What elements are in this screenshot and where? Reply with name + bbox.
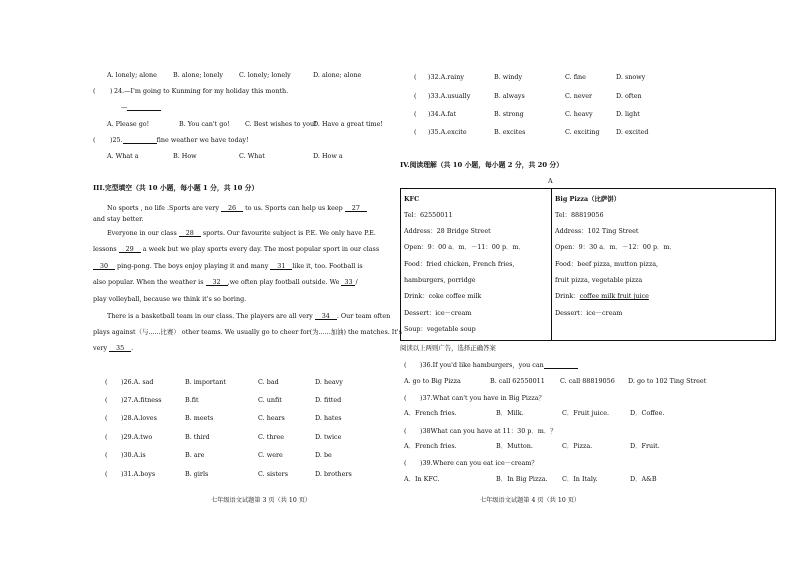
q23-option-c[interactable]: C. lonely; lonely <box>239 71 291 79</box>
q24-option-a[interactable]: A. Please go! <box>107 120 150 128</box>
pizza-name: Big Pizza（比萨饼） <box>555 195 621 203</box>
choice-d[interactable]: D. hates <box>315 414 342 422</box>
blank-29[interactable]: 29 <box>119 246 141 253</box>
pizza-drink-label: Drink： <box>555 292 580 300</box>
q24-blank[interactable] <box>127 104 161 111</box>
choice-c[interactable]: C. hears <box>258 414 285 422</box>
choice-a[interactable]: )30.A.is <box>121 451 146 459</box>
choice-b[interactable]: B. windy <box>494 73 523 81</box>
choice-b[interactable]: B. important <box>185 378 226 386</box>
passage-text: sports. Our favourite subject is P.E. We only have P.E. <box>202 229 376 237</box>
q24-reply-dash: — <box>121 103 128 111</box>
section3-title: III.完型填空（共 10 小题，每小题 1 分，共 10 分） <box>93 184 259 192</box>
q25-blank[interactable] <box>123 137 157 144</box>
choice-paren: ( <box>414 92 417 100</box>
pizza-food-2: fruit pizza, vegetable pizza <box>555 276 643 284</box>
choice-paren: ( <box>105 470 108 478</box>
choice-d[interactable]: D. fitted <box>315 396 342 404</box>
kfc-drink: Drink：coke coffee milk <box>404 292 482 300</box>
passage-text: / <box>355 278 358 286</box>
q23-option-a[interactable]: A. lonely; alone <box>107 71 157 79</box>
choice-d[interactable]: D. heavy <box>315 378 343 386</box>
choice-d[interactable]: D. brothers <box>315 470 352 478</box>
choice-paren: ( <box>105 451 108 459</box>
passage-text: There is a basketball team in our class. The players are all very <box>107 312 313 320</box>
choice-d[interactable]: D. twice <box>315 433 342 441</box>
q36-text: )36.If you'd like hamburgers，you can <box>420 361 544 369</box>
passage-line-2: and stay better. <box>93 215 144 223</box>
choice-paren: ( <box>414 73 417 81</box>
choice-d[interactable]: D. often <box>616 92 642 100</box>
choice-paren: ( <box>414 110 417 118</box>
passage-text: lessons <box>93 245 117 253</box>
q39-option-d[interactable]: D．A&B <box>630 475 657 483</box>
q36-option-d[interactable]: D. go to 102 Ting Street <box>628 377 707 385</box>
choice-d[interactable]: D. snowy <box>616 73 646 81</box>
q25-option-a[interactable]: A. What a <box>107 152 139 160</box>
pizza-address: Address：102 Ting Street <box>555 227 639 235</box>
choice-a[interactable]: )33.A.usually <box>428 92 471 100</box>
pizza-drink-items: coffee milk fruit juice <box>579 292 649 300</box>
passage-line-4 <box>93 246 379 253</box>
choice-d[interactable]: D. light <box>616 110 640 118</box>
q38-option-b[interactable]: B．Mutton. <box>496 442 533 450</box>
choice-paren: ( <box>105 378 108 386</box>
choice-paren: ( <box>105 396 108 404</box>
q39-stem: )39.Where can you eat ice－cream？ <box>420 459 538 467</box>
q39-paren: ( <box>404 459 407 467</box>
q24-paren-close: ) <box>110 87 113 95</box>
q37-stem: )37.What can't you have in Big Pizza？ <box>420 394 545 402</box>
blank-34[interactable]: 34 <box>315 313 337 320</box>
passage-line-3 <box>107 230 376 237</box>
choice-paren: ( <box>414 128 417 136</box>
kfc-name: KFC <box>404 195 420 203</box>
q39-option-c[interactable]: C．In Italy. <box>562 475 598 483</box>
blank-33[interactable]: 33 <box>341 279 355 286</box>
passage-text: . Our team often <box>336 312 391 320</box>
q25-stem <box>110 137 249 144</box>
q36-paren: ( <box>404 361 407 369</box>
kfc-open: Open：9：00 a．m．－11：00 p．m． <box>404 243 525 251</box>
choice-a[interactable]: )31.A.boys <box>121 470 156 478</box>
passage-line-1 <box>107 205 367 212</box>
passage-text: ,we often play football outside. We <box>227 278 340 286</box>
kfc-dessert: Dessert：ice－cream <box>404 309 472 317</box>
q25-rest: fine weather we have today! <box>156 136 249 144</box>
q37-option-c[interactable]: C．Fruit juice. <box>562 409 610 417</box>
q36-option-b[interactable]: B. call 62550011 <box>490 377 545 385</box>
passage-line-5 <box>93 263 363 270</box>
passage-text: . <box>131 344 134 352</box>
q39-option-a[interactable]: A．In KFC. <box>404 475 440 483</box>
q24-option-d[interactable]: D. Have a great time! <box>313 120 383 128</box>
q37-option-a[interactable]: A．French fries. <box>404 409 457 417</box>
q24-paren-open: ( <box>93 87 96 95</box>
blank-31[interactable]: 31 <box>270 263 292 270</box>
q24-option-c[interactable]: C. Best wishes to you! <box>245 120 317 128</box>
choice-c[interactable]: C. were <box>258 451 283 459</box>
choice-b[interactable]: B. girls <box>185 470 209 478</box>
passage-line-9: plays against（与......比赛） other teams. We usually go to cheer for(为......加油) the matches. It's <box>93 328 402 336</box>
page-footer-right: 七年级语文试题第 4 页（共 10 页） <box>480 497 581 504</box>
q38-paren: ( <box>404 427 407 435</box>
kfc-tel: Tel：62550011 <box>404 211 453 219</box>
choice-b[interactable]: B. meets <box>185 414 214 422</box>
choice-b[interactable]: B.fit <box>185 396 199 404</box>
choice-c[interactable]: C. bad <box>258 378 279 386</box>
q25-number: )25. <box>110 136 123 144</box>
part-label: A <box>548 177 553 185</box>
blank-32[interactable]: 32 <box>206 279 228 286</box>
choice-paren: ( <box>105 414 108 422</box>
q23-option-b[interactable]: B. alone; lonely <box>173 71 223 79</box>
blank-26[interactable]: 26 <box>221 205 243 212</box>
blank-27[interactable]: 27 <box>345 205 367 212</box>
choice-a[interactable]: )26.A. sad <box>121 378 154 386</box>
choice-b[interactable]: B. are <box>185 451 205 459</box>
q23-option-d[interactable]: D. alone; alone <box>313 71 362 79</box>
passage-text: very <box>93 344 108 352</box>
passage-text: like it, too. Football is <box>292 262 363 270</box>
kfc-food-1: Food：fried chicken, French fries, <box>404 260 515 268</box>
q36-blank[interactable] <box>544 362 578 369</box>
pizza-drink <box>555 293 649 299</box>
q36-option-a[interactable]: A. go to Big Pizza <box>404 377 461 385</box>
pizza-dessert: Dessert：ice－cream <box>555 309 623 317</box>
kfc-food-2: hamburgers, porridge <box>404 276 476 284</box>
passage-text: No sports , no life .Sports are very <box>107 204 219 212</box>
q24-stem: 24.—I'm going to Kunming for my holiday this month. <box>114 87 289 95</box>
choice-paren: ( <box>105 433 108 441</box>
passage-line-10 <box>93 345 133 352</box>
kfc-soup: Soup：vegetable soup <box>404 325 476 333</box>
kfc-address: Address：28 Bridge Street <box>404 227 491 235</box>
choice-a[interactable]: )27.A.fitness <box>121 396 162 404</box>
pizza-open: Open：9：30 a．m．－12：00 p．m． <box>555 243 676 251</box>
q25-paren-open: ( <box>93 136 96 144</box>
passage-text: also popular. When the weather is <box>93 278 204 286</box>
choice-b[interactable]: B. always <box>494 92 525 100</box>
passage-text: to us. Sports can help us keep <box>245 204 343 212</box>
q25-option-d[interactable]: D. How a <box>313 152 343 160</box>
passage-line-7: play volleyball, because we think it's so boring. <box>93 295 247 303</box>
choice-c[interactable]: C. fine <box>565 73 586 81</box>
blank-35[interactable]: 35 <box>109 345 131 352</box>
q38-option-a[interactable]: A．French fries. <box>404 442 457 450</box>
pizza-tel: Tel：88819056 <box>555 211 604 219</box>
pizza-food-1: Food：beef pizza, mutton pizza, <box>555 260 659 268</box>
passage-text: Everyone in our class <box>107 229 177 237</box>
ads-divider <box>551 189 552 340</box>
choice-c[interactable]: C. heavy <box>565 110 593 118</box>
q38-option-d[interactable]: D．Fruit. <box>630 442 660 450</box>
choice-b[interactable]: B. excites <box>494 128 526 136</box>
choice-d[interactable]: D. excited <box>616 128 649 136</box>
passage-text: a week but we play sports every day. The most popular sport in our class <box>142 245 380 253</box>
choice-a[interactable]: )35.A.excite <box>428 128 467 136</box>
choice-c[interactable]: C. exciting <box>565 128 600 136</box>
passage-line-6 <box>93 279 358 286</box>
q36-stem <box>420 362 578 369</box>
choice-a[interactable]: )34.A.fat <box>428 110 457 118</box>
passage-text: ping-pong. The boys enjoy playing it and many <box>117 262 269 270</box>
q24-option-b[interactable]: B. You can't go! <box>179 120 230 128</box>
choice-a[interactable]: )29.A.two <box>121 433 153 441</box>
page-footer-left: 七年级语文试题第 3 页（共 10 页） <box>211 497 312 504</box>
q39-option-b[interactable]: B．In Big Pizza. <box>496 475 548 483</box>
passage-line-8 <box>107 313 390 320</box>
choice-d[interactable]: D. be <box>315 451 332 459</box>
q37-paren: ( <box>404 394 407 402</box>
choice-c[interactable]: C. unfit <box>258 396 282 404</box>
choice-c[interactable]: C. three <box>258 433 285 441</box>
choice-c[interactable]: C. never <box>565 92 593 100</box>
q38-stem: )38What can you have at 11：30 p．m．？ <box>420 427 557 435</box>
q25-option-c[interactable]: C. What <box>239 152 265 160</box>
choice-b[interactable]: B. third <box>185 433 210 441</box>
q37-option-b[interactable]: B．Milk. <box>496 409 524 417</box>
q25-option-b[interactable]: B. How <box>173 152 197 160</box>
blank-30[interactable]: 30 <box>93 263 115 270</box>
choice-a[interactable]: )28.A.loves <box>121 414 157 422</box>
q38-option-c[interactable]: C．Pizza. <box>562 442 593 450</box>
instruction: 阅读以上两则广告，选择正确答案 <box>400 344 496 352</box>
choice-c[interactable]: C. sisters <box>258 470 289 478</box>
section4-title: IV.阅读理解（共 10 小题，每小题 2 分，共 20 分） <box>400 161 564 169</box>
choice-b[interactable]: B. strong <box>494 110 524 118</box>
q36-option-c[interactable]: C. call 88819056 <box>560 377 615 385</box>
blank-28[interactable]: 28 <box>179 230 201 237</box>
choice-a[interactable]: )32.A.rainy <box>428 73 464 81</box>
q37-option-d[interactable]: D．Coffee. <box>630 409 665 417</box>
q24-reply <box>121 104 161 111</box>
